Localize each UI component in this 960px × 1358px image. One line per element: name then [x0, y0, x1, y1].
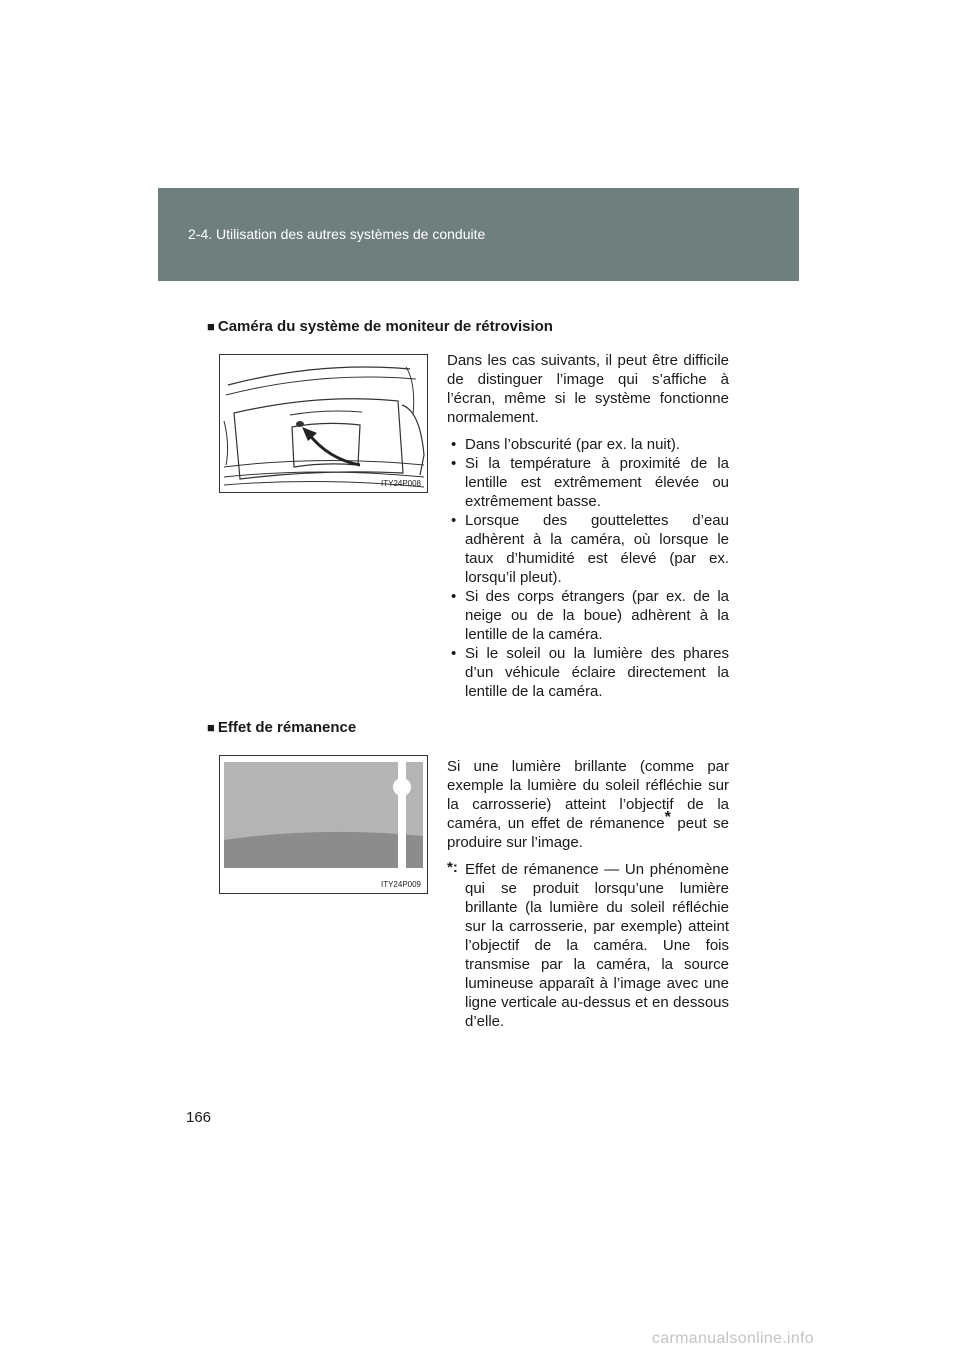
figure-code: ITY24P008: [380, 479, 421, 488]
square-bullet-icon: ■: [207, 319, 215, 334]
footnote: *: Effet de rémanence — Un phénomène qui se produit lorsqu’une lumière brillante (la lumière du soleil réfléchie sur la carrosserie, par exemple) atteint l’objectif de la caméra. Une fois transmise par la caméra, la source lumineuse apparaît à l’image avec une ligne verticale au-dessus et en dessous d’elle.: [447, 859, 729, 1030]
figure-smear-effect: [219, 755, 428, 894]
section-title-smear: ■ Effet de rémanence: [207, 719, 357, 736]
car-rear-camera-illustration: [220, 355, 427, 492]
list-item: • Si des corps étrangers (par ex. de la neige ou de la boue) adhèrent à la lentille de la caméra.: [451, 588, 729, 643]
list-item: • Lorsque des gouttelettes d’eau adhèrent à la caméra, où lorsque le taux d’humidité est élevé (par ex. lorsqu’il pleut).: [451, 512, 729, 586]
figure-rear-camera: [219, 354, 428, 493]
section2-paragraph: Si une lumière brillante (comme par exemple la lumière du soleil réfléchie sur la carrosserie) atteint l’objectif de la caméra, un effet de rémanence* peut se produire sur l’image.: [447, 758, 729, 851]
section-title-camera: ■ Caméra du système de moniteur de rétrovision: [207, 318, 553, 335]
bullet-icon: •: [451, 436, 457, 453]
section1-text: [447, 351, 729, 701]
watermark[interactable]: carmanualsonline.info: [652, 1330, 814, 1347]
asterisk-icon: *: [664, 809, 671, 826]
bullet-icon: •: [451, 645, 457, 662]
conditions-list: [447, 435, 729, 701]
chapter-header: [158, 188, 799, 281]
list-item: • Si la température à proximité de la lentille est extrêmement élevée ou extrêmement basse.: [451, 455, 729, 510]
section2-text: [447, 757, 729, 1031]
chapter-title: 2-4. Utilisation des autres systèmes de conduite: [188, 226, 486, 242]
bullet-icon: •: [451, 588, 457, 605]
section1-intro: Dans les cas suivants, il peut être difficile de distinguer l’image qui s’affiche à l’écran, même si le système fonctionne normalement.: [447, 352, 729, 426]
smear-effect-illustration: [220, 756, 427, 893]
bullet-icon: •: [451, 512, 457, 529]
footnote-mark: *:: [447, 859, 458, 876]
list-item: • Dans l’obscurité (par ex. la nuit).: [451, 436, 681, 453]
page-number: 166: [186, 1109, 212, 1126]
list-item: • Si le soleil ou la lumière des phares d’un véhicule éclaire directement la lentille de la caméra.: [451, 645, 729, 700]
figure-code: ITY24P009: [380, 880, 421, 889]
square-bullet-icon: ■: [207, 720, 215, 735]
bullet-icon: •: [451, 455, 457, 472]
